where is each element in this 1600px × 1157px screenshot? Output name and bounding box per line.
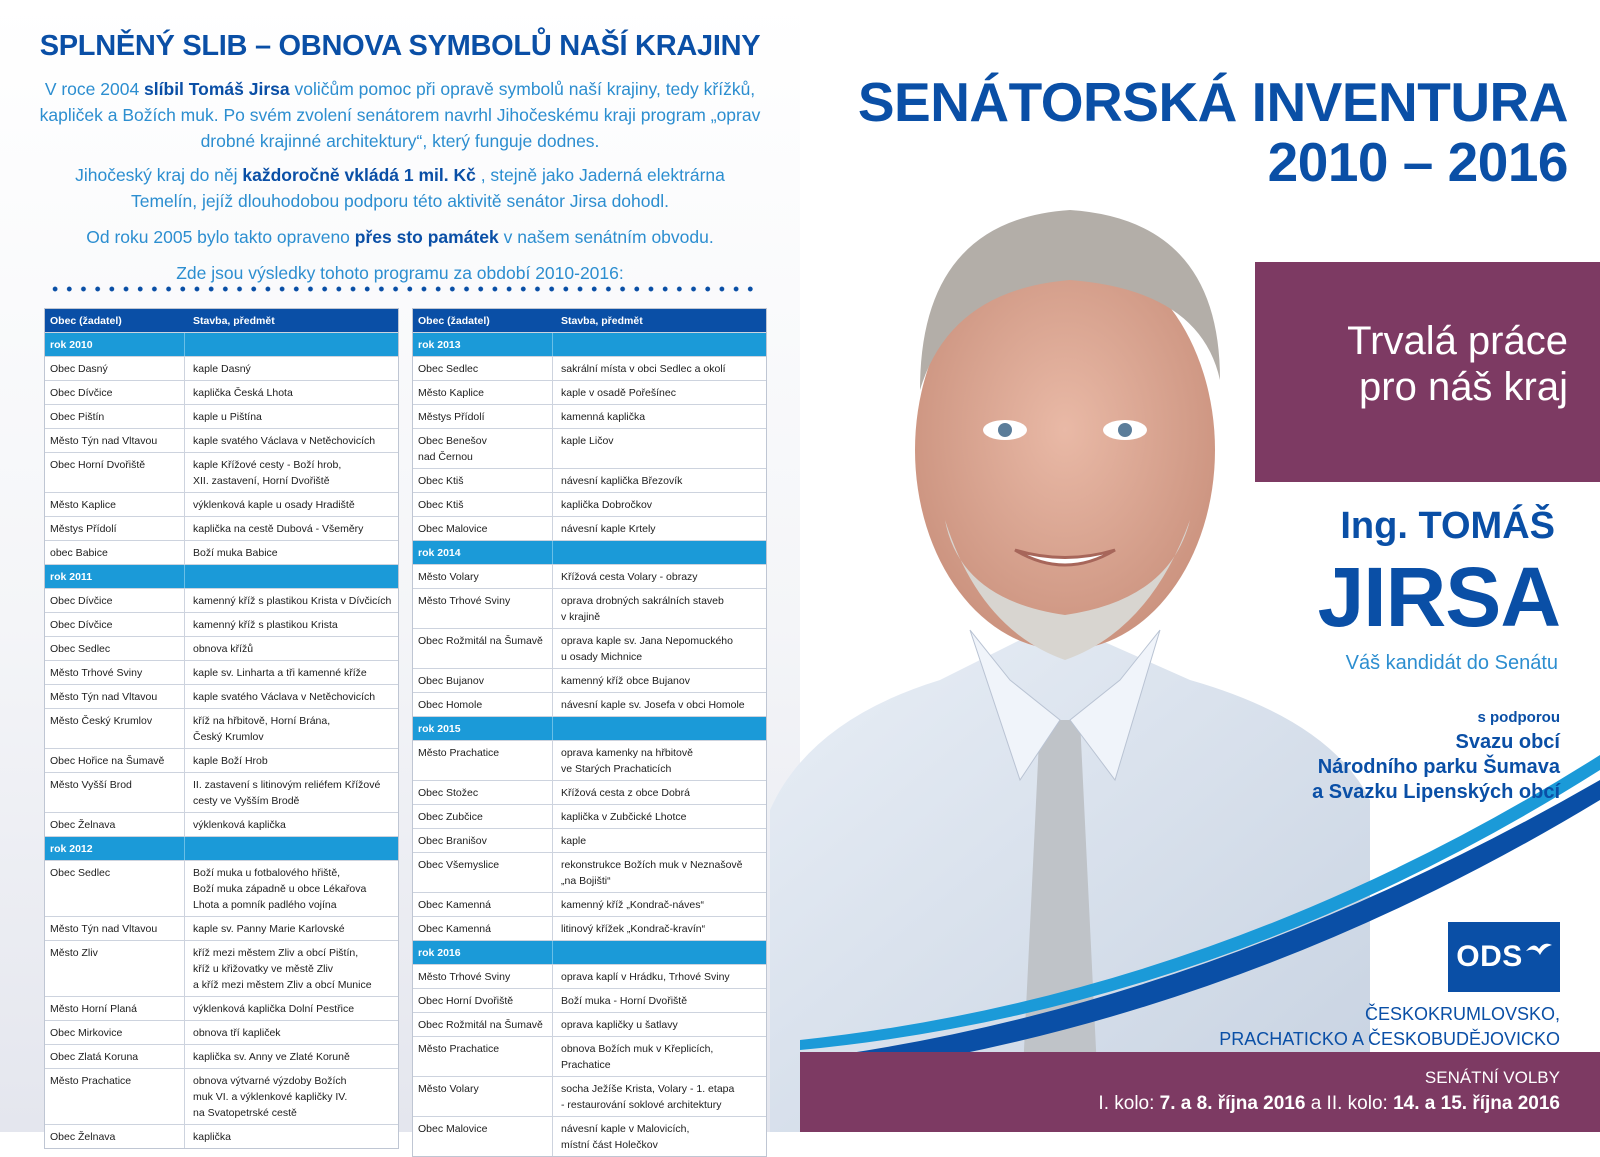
stavba-cell: kaple v osadě Pořešínec — [561, 387, 676, 399]
stavba-cell: kříž mezi městem Zliv a obcí Pištín, kříž u křižovatky ve městě Zliv a kříž mezi městem Zliv a obcí Munice — [193, 947, 372, 991]
region-block — [1219, 1002, 1560, 1052]
obec-cell: Obec Kamenná — [413, 893, 553, 916]
obec-cell: Obec Horní Dvořiště — [45, 453, 185, 492]
table-row — [45, 492, 398, 516]
obec-cell: Obec Rožmitál na Šumavě — [413, 1013, 553, 1036]
left-panel — [0, 0, 800, 1151]
table-row — [45, 1124, 398, 1148]
obec-cell: Město Český Krumlov — [45, 709, 185, 748]
obec-cell: Obec Stožec — [413, 781, 553, 804]
election-dates — [1098, 1093, 1560, 1115]
dotted-divider — [48, 285, 758, 293]
support-line-2: Národního parku Šumava — [1317, 756, 1560, 778]
election-band — [800, 1052, 1600, 1132]
obec-cell: Obec Želnava — [45, 813, 185, 836]
stavba-cell: kamenná kaplička — [561, 411, 646, 423]
text-span: Jihočeský kraj do něj — [75, 165, 243, 185]
stavba-cell: Boží muka Babice — [193, 547, 278, 559]
candidate-subtitle: Váš kandidát do Senátu — [1345, 652, 1558, 674]
table-row — [45, 380, 398, 404]
obec-cell: Obec Dívčice — [45, 381, 185, 404]
slogan — [1347, 318, 1568, 410]
stavba-cell: kaplička Dobročkov — [561, 499, 653, 511]
obec-cell: Obec Sedlec — [45, 861, 185, 916]
stavba-cell: Boží muka - Horní Dvořiště — [561, 995, 688, 1007]
round-2-label: a II. kolo: — [1305, 1093, 1394, 1114]
stavba-cell: kaplička sv. Anny ve Zlaté Koruně — [193, 1051, 350, 1063]
table-row — [45, 356, 398, 380]
column-header-obec: Obec (žadatel) — [50, 315, 122, 327]
table-row — [45, 516, 398, 540]
stavba-cell: kamenný kříž „Kondrač-náves“ — [561, 899, 704, 911]
table-row — [45, 916, 398, 940]
table-row — [45, 860, 398, 916]
column-header-stavba: Stavba, předmět — [561, 315, 643, 327]
projects-table-1 — [44, 308, 399, 1149]
table-row — [45, 748, 398, 772]
table-row — [45, 660, 398, 684]
year-spacer — [185, 565, 398, 588]
table-row — [45, 772, 398, 812]
table-row — [45, 1020, 398, 1044]
obec-cell: Obec Mirkovice — [45, 1021, 185, 1044]
support-line-3: a Svazku Lipenských obcí — [1312, 781, 1560, 803]
stavba-cell: kaple svatého Václava v Netěchovicích — [193, 691, 376, 703]
obec-cell: Město Týn nad Vltavou — [45, 429, 185, 452]
stavba-cell: výklenková kaplička — [193, 819, 286, 831]
year-row — [413, 540, 766, 564]
year-label: rok 2011 — [45, 565, 185, 588]
obec-cell: Město Zliv — [45, 941, 185, 996]
table-row — [413, 988, 766, 1012]
stavba-cell: návesní kaple sv. Josefa v obci Homole — [561, 699, 745, 711]
left-heading: SPLNĚNÝ SLIB – OBNOVA SYMBOLŮ NAŠÍ KRAJINY — [39, 30, 761, 62]
bold-span: přes sto památek — [354, 227, 499, 247]
stavba-cell: kaple u Pištína — [193, 411, 262, 423]
table-row — [413, 356, 766, 380]
stavba-cell: kaplička — [193, 1131, 231, 1143]
obec-cell: Obec Rožmitál na Šumavě — [413, 629, 553, 668]
obec-cell: Obec Dívčice — [45, 613, 185, 636]
table-row — [413, 692, 766, 716]
stavba-cell: oprava kaplí v Hrádku, Trhové Sviny — [561, 971, 730, 983]
year-row — [413, 332, 766, 356]
year-row — [45, 564, 398, 588]
intro-paragraph-4: Zde jsou výsledky tohoto programu za období 2010-2016: — [176, 263, 624, 283]
main-title — [858, 72, 1568, 192]
support-line-0: s podporou — [1477, 709, 1560, 726]
stavba-cell: II. zastavení s litinovým reliéfem Křížové cesty ve Vyšším Brodě — [193, 779, 381, 807]
obec-cell: Obec Malovice — [413, 517, 553, 540]
stavba-cell: kaple Boží Hrob — [193, 755, 268, 767]
year-label: rok 2015 — [413, 717, 553, 740]
year-spacer — [185, 837, 398, 860]
year-label: rok 2016 — [413, 941, 553, 964]
table-row — [413, 668, 766, 692]
obec-cell: Město Vyšší Brod — [45, 773, 185, 812]
obec-cell: Městys Přídolí — [45, 517, 185, 540]
stavba-cell: kaplička Česká Lhota — [193, 387, 293, 399]
intro-paragraph-2 — [40, 162, 760, 214]
stavba-cell: kaple Křížové cesty - Boží hrob, XII. zastavení, Horní Dvořiště — [193, 459, 342, 487]
bird-icon — [1526, 941, 1552, 959]
table-row — [413, 1036, 766, 1076]
obec-cell: Město Prachatice — [413, 1037, 553, 1076]
table-row — [45, 452, 398, 492]
table-row — [413, 780, 766, 804]
obec-cell: Obec Sedlec — [45, 637, 185, 660]
obec-cell: Obec Zlatá Koruna — [45, 1045, 185, 1068]
stavba-cell: obnova křížů — [193, 643, 254, 655]
round-2-dates: 14. a 15. října 2016 — [1393, 1093, 1560, 1114]
table-row — [413, 516, 766, 540]
table-row — [45, 1068, 398, 1124]
slogan-line-1: Trvalá práce — [1347, 319, 1568, 363]
candidate-surname: JIRSA — [1317, 550, 1560, 644]
stavba-cell: kamenný kříž s plastikou Krista v Dívčicích — [193, 595, 392, 607]
table-header-row — [45, 309, 398, 332]
obec-cell: Obec Sedlec — [413, 357, 553, 380]
table-row — [45, 612, 398, 636]
column-header-obec: Obec (žadatel) — [418, 315, 490, 327]
obec-cell: Město Trhové Sviny — [413, 589, 553, 628]
stavba-cell: kamenný kříž obce Bujanov — [561, 675, 690, 687]
table-row — [45, 940, 398, 996]
obec-cell: Obec Zubčice — [413, 805, 553, 828]
obec-cell: Město Týn nad Vltavou — [45, 917, 185, 940]
year-spacer — [553, 717, 766, 740]
slogan-line-2: pro náš kraj — [1359, 365, 1568, 409]
stavba-cell: výklenková kaplička Dolní Pestřice — [193, 1003, 355, 1015]
year-spacer — [185, 333, 398, 356]
table-row — [413, 1012, 766, 1036]
obec-cell: Obec Ktiš — [413, 493, 553, 516]
table-row — [413, 1116, 766, 1156]
table-row — [413, 380, 766, 404]
obec-cell: Město Týn nad Vltavou — [45, 685, 185, 708]
table-row — [413, 468, 766, 492]
obec-cell: Obec Dívčice — [45, 589, 185, 612]
stavba-cell: sakrální místa v obci Sedlec a okolí — [561, 363, 726, 375]
year-spacer — [553, 541, 766, 564]
table-row — [413, 852, 766, 892]
round-1-dates: 7. a 8. října 2016 — [1159, 1093, 1306, 1114]
support-block — [1312, 705, 1560, 805]
stavba-cell: kaple Ličov — [561, 435, 614, 447]
obec-cell: obec Babice — [45, 541, 185, 564]
support-line-1: Svazu obcí — [1455, 731, 1560, 753]
main-title-line-1: SENÁTORSKÁ INVENTURA — [857, 71, 1568, 133]
obec-cell: Obec Bujanov — [413, 669, 553, 692]
stavba-cell: oprava kapličky u šatlavy — [561, 1019, 678, 1031]
year-spacer — [553, 333, 766, 356]
main-title-line-2: 2010 – 2016 — [1267, 131, 1568, 193]
table-row — [413, 564, 766, 588]
region-line-2: PRACHATICKO A ČESKOBUDĚJOVICKO — [1219, 1029, 1560, 1049]
stavba-cell: návesní kaple v Malovicích, místní část Holečkov — [561, 1123, 690, 1151]
table-row — [45, 1044, 398, 1068]
year-label: rok 2010 — [45, 333, 185, 356]
obec-cell: Obec Pištín — [45, 405, 185, 428]
stavba-cell: oprava kamenky na hřbitově ve Starých Prachaticích — [561, 747, 693, 775]
right-panel — [800, 0, 1600, 1132]
stavba-cell: kaplička na cestě Dubová - Všeměry — [193, 523, 364, 535]
obec-cell: Město Trhové Sviny — [45, 661, 185, 684]
table-row — [45, 684, 398, 708]
table-row — [413, 428, 766, 468]
projects-table-2 — [412, 308, 767, 1157]
table-row — [413, 740, 766, 780]
table-row — [45, 404, 398, 428]
text-span: Od roku 2005 bylo takto opraveno — [86, 227, 355, 247]
obec-cell: Obec Želnava — [45, 1125, 185, 1148]
column-header-stavba: Stavba, předmět — [193, 315, 275, 327]
stavba-cell: Křížová cesta Volary - obrazy — [561, 571, 698, 583]
stavba-cell: kaple — [561, 835, 587, 847]
stavba-cell: oprava kaple sv. Jana Nepomuckého u osady Michnice — [561, 635, 733, 663]
stavba-cell: socha Ježíše Krista, Volary - 1. etapa - restaurování soklové architektury — [561, 1083, 735, 1111]
stavba-cell: obnova výtvarné výzdoby Božích muk VI. a výklenkové kapličky IV. na Svatopetrské cestě — [193, 1075, 348, 1119]
bold-span: slíbil Tomáš Jirsa — [144, 79, 290, 99]
obec-cell: Město Volary — [413, 1077, 553, 1116]
stavba-cell: návesní kaplička Březovík — [561, 475, 683, 487]
obec-cell: Obec Kamenná — [413, 917, 553, 940]
year-row — [413, 940, 766, 964]
year-row — [45, 836, 398, 860]
table-row — [413, 892, 766, 916]
text-span: V roce 2004 — [44, 79, 145, 99]
table-row — [413, 828, 766, 852]
candidate-title: Ing. TOMÁŠ — [1340, 505, 1555, 547]
obec-cell: Město Prachatice — [45, 1069, 185, 1124]
table-row — [45, 996, 398, 1020]
stavba-cell: Křížová cesta z obce Dobrá — [561, 787, 690, 799]
region-line-1: ČESKOKRUMLOVSKO, — [1364, 1004, 1560, 1024]
obec-cell: Město Prachatice — [413, 741, 553, 780]
table-row — [413, 628, 766, 668]
stavba-cell: kříž na hřbitově, Horní Brána, Český Krumlov — [193, 715, 331, 743]
obec-cell: Obec Homole — [413, 693, 553, 716]
obec-cell: Obec Všemyslice — [413, 853, 553, 892]
obec-cell: Obec Dasný — [45, 357, 185, 380]
table-row — [45, 588, 398, 612]
stavba-cell: návesní kaple Krtely — [561, 523, 656, 535]
table-row — [45, 708, 398, 748]
intro-paragraph-1 — [30, 76, 770, 154]
election-label: SENÁTNÍ VOLBY — [1424, 1068, 1560, 1087]
year-row — [45, 332, 398, 356]
stavba-cell: kaple sv. Panny Marie Karlovské — [193, 923, 345, 935]
stavba-cell: oprava drobných sakrálních staveb v krajině — [561, 595, 724, 623]
table-row — [45, 540, 398, 564]
stavba-cell: kamenný kříž s plastikou Krista — [193, 619, 338, 631]
obec-cell: Městys Přídolí — [413, 405, 553, 428]
stavba-cell: kaple svatého Václava v Netěchovicích — [193, 435, 376, 447]
stavba-cell: obnova Božích muk v Křeplicích, Prachatice — [561, 1043, 714, 1071]
table-row — [413, 492, 766, 516]
stavba-cell: rekonstrukce Božích muk v Neznašově „na Bojišti“ — [561, 859, 743, 887]
year-spacer — [553, 941, 766, 964]
stavba-cell: kaple sv. Linharta a tři kamenné kříže — [193, 667, 367, 679]
year-label: rok 2014 — [413, 541, 553, 564]
obec-cell: Obec Benešov nad Černou — [413, 429, 553, 468]
table-row — [413, 404, 766, 428]
stavba-cell: výklenková kaple u osady Hradiště — [193, 499, 355, 511]
ods-logo-text: ODS — [1456, 940, 1523, 973]
table-row — [413, 1076, 766, 1116]
table-row — [413, 804, 766, 828]
obec-cell: Město Volary — [413, 565, 553, 588]
year-label: rok 2012 — [45, 837, 185, 860]
stavba-cell: kaplička v Zubčické Lhotce — [561, 811, 687, 823]
intro-paragraph-3 — [30, 224, 770, 250]
round-1-label: I. kolo: — [1098, 1093, 1160, 1114]
text-span: voličům pomoc při opravě symbolů naší krajiny, tedy křížků, kapliček a Božích muk. Po svém zvolení senátorem navrhl Jihočeskému kraji program „oprav drobné krajinné architektury“, který funguje dodnes. — [39, 79, 761, 151]
table-header-row — [413, 309, 766, 332]
obec-cell: Obec Horní Dvořiště — [413, 989, 553, 1012]
obec-cell: Město Trhové Sviny — [413, 965, 553, 988]
table-row — [413, 588, 766, 628]
bold-span: každoročně vkládá 1 mil. Kč — [242, 165, 476, 185]
ods-logo — [1448, 922, 1560, 992]
stavba-cell: kaple Dasný — [193, 363, 251, 375]
obec-cell: Obec Branišov — [413, 829, 553, 852]
obec-cell: Město Kaplice — [45, 493, 185, 516]
obec-cell: Město Kaplice — [413, 381, 553, 404]
obec-cell: Obec Ktiš — [413, 469, 553, 492]
table-row — [45, 636, 398, 660]
table-row — [413, 916, 766, 940]
obec-cell: Město Horní Planá — [45, 997, 185, 1020]
obec-cell: Obec Malovice — [413, 1117, 553, 1156]
stavba-cell: litinový křížek „Kondrač-kravín“ — [561, 923, 706, 935]
obec-cell: Obec Hořice na Šumavě — [45, 749, 185, 772]
year-label: rok 2013 — [413, 333, 553, 356]
stavba-cell: obnova tří kapliček — [193, 1027, 281, 1039]
text-span: , stejně jako Jaderná elektrárna Temelín, jejíž dlouhodobou podporu této aktivitě senátor Jirsa dohodl. — [131, 165, 725, 211]
table-row — [45, 428, 398, 452]
year-row — [413, 716, 766, 740]
stavba-cell: Boží muka u fotbalového hřiště, Boží muka západně u obce Lékařova Lhota a pomník padlého vojína — [193, 867, 367, 911]
text-span: v našem senátním obvodu. — [498, 227, 714, 247]
table-row — [413, 964, 766, 988]
table-row — [45, 812, 398, 836]
